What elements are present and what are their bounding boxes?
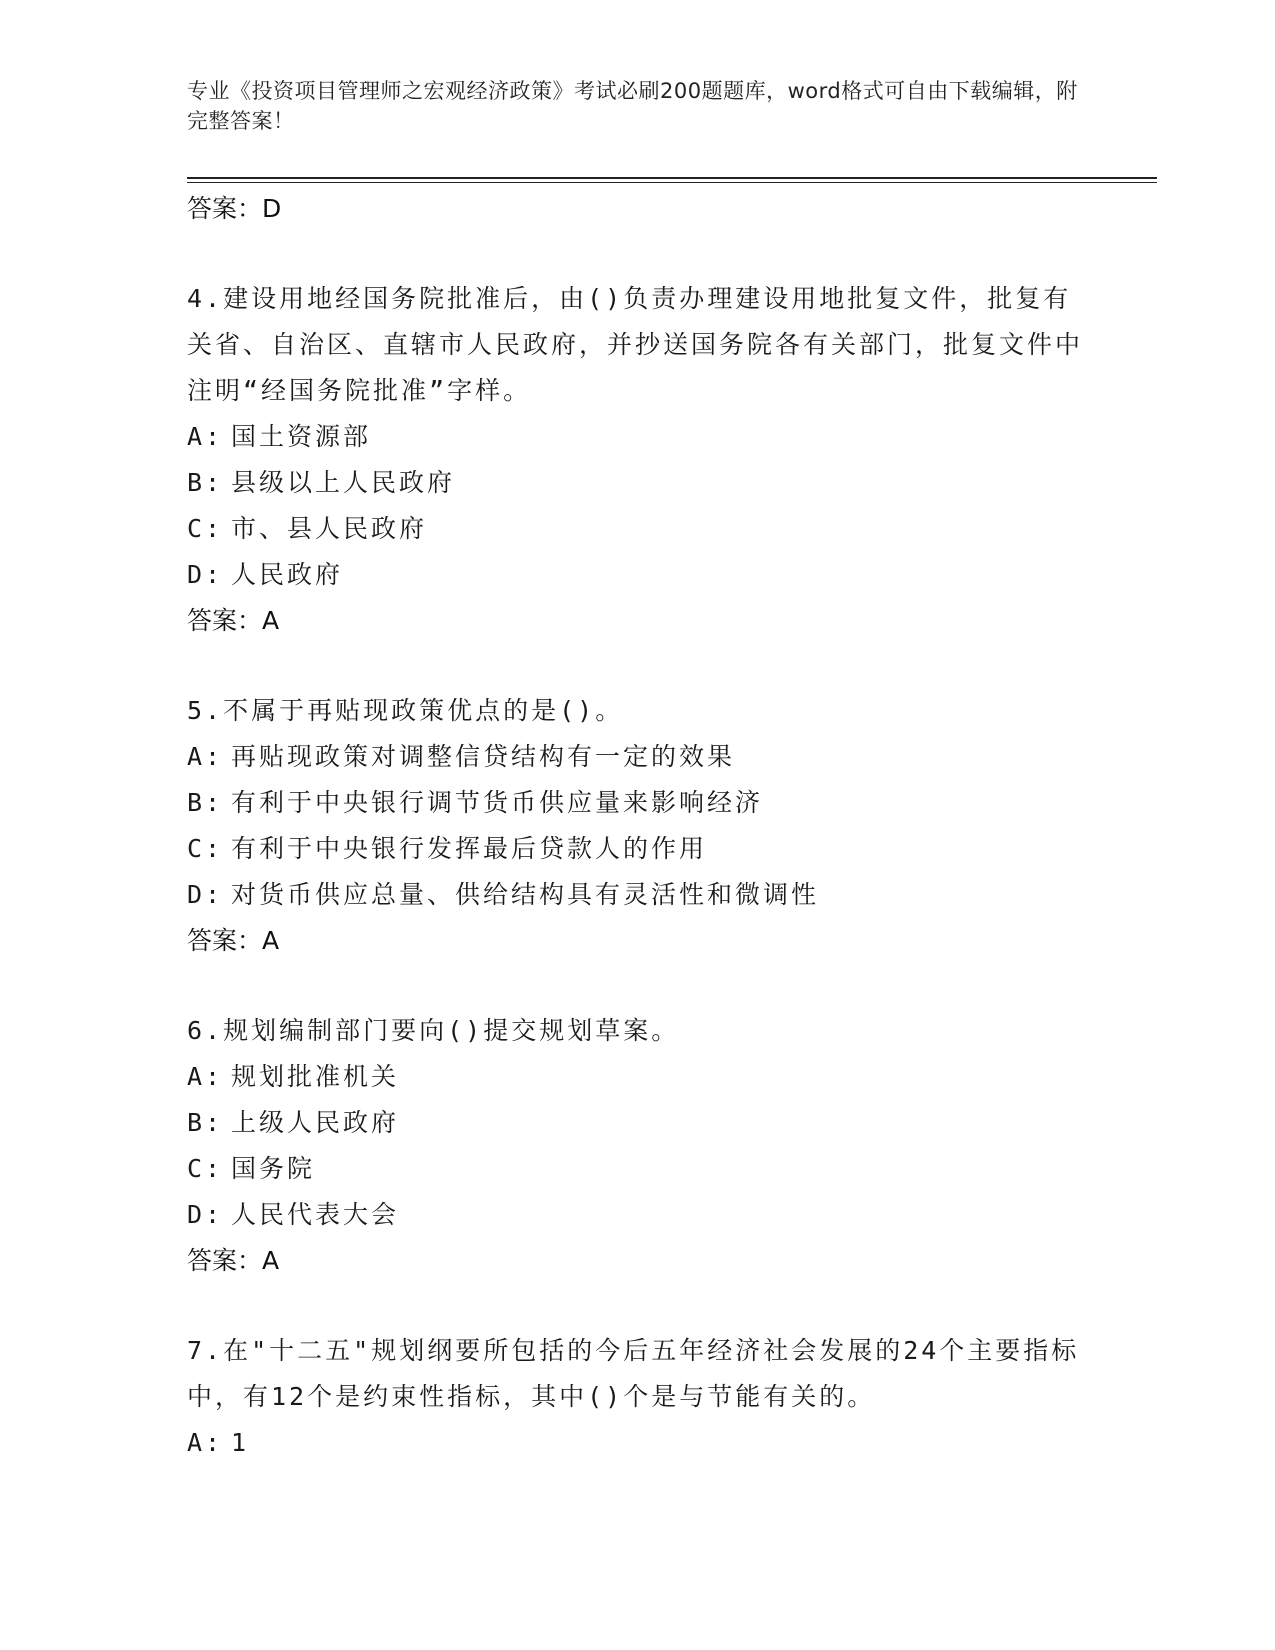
option-text: 再贴现政策对调整信贷结构有一定的效果 (231, 742, 736, 771)
question-block (187, 1008, 1087, 1284)
option-a (187, 1054, 1087, 1100)
option-text: 1 (231, 1428, 250, 1457)
option-letter: D: (187, 880, 224, 909)
option-d (187, 872, 1087, 918)
option-c (187, 826, 1087, 872)
option-letter: C: (187, 834, 224, 863)
question-block (187, 276, 1087, 644)
option-text: 对货币供应总量、供给结构具有灵活性和微调性 (231, 880, 820, 909)
question-text: 5.不属于再贴现政策优点的是()。 (187, 696, 624, 725)
answer-line: 答案：A (187, 606, 280, 635)
option-b (187, 460, 1087, 506)
option-letter: C: (187, 1154, 224, 1183)
option-letter: D: (187, 560, 224, 589)
question-block (187, 688, 1087, 964)
option-letter: A: (187, 1062, 224, 1091)
option-text: 县级以上人民政府 (231, 468, 456, 497)
option-a (187, 414, 1087, 460)
option-text: 国土资源部 (231, 422, 372, 451)
option-b (187, 780, 1087, 826)
header-divider-thin (187, 182, 1157, 183)
option-c (187, 506, 1087, 552)
option-c (187, 1146, 1087, 1192)
option-letter: B: (187, 1108, 224, 1137)
header-divider (187, 177, 1157, 179)
option-a (187, 734, 1087, 780)
page-header: 专业《投资项目管理师之宏观经济政策》考试必刷200题题库，word格式可自由下载编辑，附完整答案！ (187, 79, 1078, 133)
option-letter: B: (187, 468, 224, 497)
option-text: 上级人民政府 (231, 1108, 400, 1137)
option-text: 市、县人民政府 (231, 514, 428, 543)
option-letter: A: (187, 742, 224, 771)
question-list (187, 186, 1087, 1466)
option-d (187, 552, 1087, 598)
option-d (187, 1192, 1087, 1238)
option-text: 人民政府 (231, 560, 344, 589)
option-letter: C: (187, 514, 224, 543)
option-text: 有利于中央银行发挥最后贷款人的作用 (231, 834, 708, 863)
option-text: 国务院 (231, 1154, 316, 1183)
question-text: 4.建设用地经国务院批准后，由()负责办理建设用地批复文件，批复有关省、自治区、直辖市人民政府，并抄送国务院各有关部门，批复文件中注明“经国务院批准”字样。 (187, 284, 1084, 405)
answer-line: 答案：D (187, 194, 282, 223)
option-a (187, 1420, 1087, 1466)
option-letter: A: (187, 1428, 224, 1457)
option-b (187, 1100, 1087, 1146)
option-text: 规划批准机关 (231, 1062, 400, 1091)
option-text: 有利于中央银行调节货币供应量来影响经济 (231, 788, 764, 817)
question-block (187, 1328, 1087, 1466)
option-letter: A: (187, 422, 224, 451)
question-text: 6.规划编制部门要向()提交规划草案。 (187, 1016, 680, 1045)
answer-line: 答案：A (187, 926, 280, 955)
option-letter: B: (187, 788, 224, 817)
question-text: 7.在"十二五"规划纲要所包括的今后五年经济社会发展的24个主要指标中，有12个是约束性指标，其中()个是与节能有关的。 (187, 1336, 1080, 1411)
option-text: 人民代表大会 (231, 1200, 400, 1229)
answer-line: 答案：A (187, 1246, 280, 1275)
option-letter: D: (187, 1200, 224, 1229)
